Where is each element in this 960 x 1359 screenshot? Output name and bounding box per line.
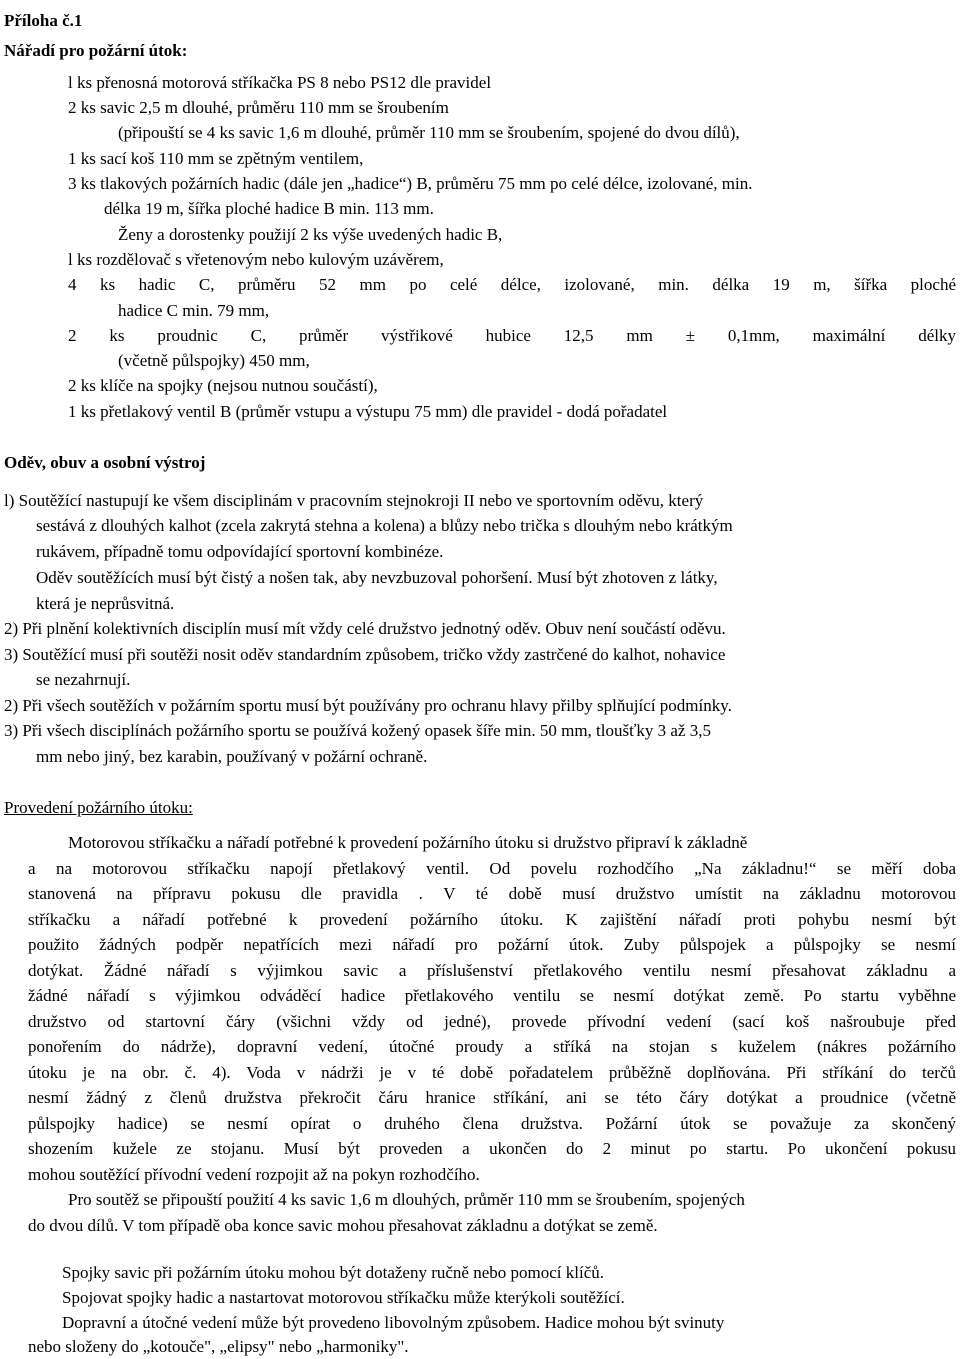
section-heading-attack: Provedení požárního útoku: <box>4 798 193 817</box>
equipment-line: (připouští se 4 ks savic 1,6 m dlouhé, průměr 110 mm se šroubením, spojené do dvou dílů), <box>118 123 740 142</box>
attack-line: stanovená na přípravu pokusu dle pravidla . V té době musí družstvo umístit na základnu motorovou <box>28 884 956 903</box>
section-heading-equipment: Nářadí pro požární útok: <box>4 41 188 60</box>
equipment-line: 2 ks proudnic C, průměr výstřikové hubice 12,5 mm ± 0,1mm, maximální délky <box>68 326 956 345</box>
clothing-line: 3) Při všech disciplínách požárního sportu se používá kožený opasek šíře min. 50 mm, tloušťky 3 až 3,5 <box>4 721 711 740</box>
equipment-line: 2 ks klíče na spojky (nejsou nutnou součástí), <box>68 376 378 395</box>
equipment-line: 1 ks sací koš 110 mm se zpětným ventilem, <box>68 149 364 168</box>
attack-line: do dvou dílů. V tom případě oba konce savic mohou přesahovat základnu a dotýkat se země. <box>28 1216 658 1235</box>
equipment-line: 4 ks hadic C, průměru 52 mm po celé délce, izolované, min. délka 19 m, šířka ploché <box>68 275 956 294</box>
attack-line: stříkačku a nářadí potřebné k provedení požárního útoku. K zajištění nářadí proti pohybu nesmí být <box>28 910 956 929</box>
attack-line: Motorovou stříkačku a nářadí potřebné k provedení požárního útoku si družstvo připraví k základně <box>68 833 748 852</box>
attack-line: Spojky savic při požárním útoku mohou být dotaženy ručně nebo pomocí klíčů. <box>62 1263 604 1282</box>
section-heading-clothing: Oděv, obuv a osobní výstroj <box>4 453 206 472</box>
equipment-line: l ks přenosná motorová stříkačka PS 8 nebo PS12 dle pravidel <box>68 73 492 92</box>
attack-line: nebo složeny do „kotouče", „elipsy" nebo „harmoniky". <box>28 1337 409 1356</box>
clothing-line: 2) Při plnění kolektivních disciplín musí mít vždy celé družstvo jednotný oděv. Obuv není součástí oděvu. <box>4 619 726 638</box>
page-title: Příloha č.1 <box>4 11 83 30</box>
clothing-line: rukávem, případně tomu odpovídající sportovní kombinéze. <box>36 542 444 561</box>
equipment-line: 1 ks přetlakový ventil B (průměr vstupu a výstupu 75 mm) dle pravidel - dodá pořadatel <box>68 402 668 421</box>
attack-line: shozením kužele ze stojanu. Musí být proveden a ukončen do 2 minut po startu. Po ukončení pokusu <box>28 1139 956 1158</box>
equipment-line: hadice C min. 79 mm, <box>118 301 270 320</box>
clothing-line: 2) Při všech soutěžích v požárním sportu musí být používány pro ochranu hlavy přilby splňující podmínky. <box>4 696 732 715</box>
attack-line: a na motorovou stříkačku napojí přetlakový ventil. Od povelu rozhodčího „Na základnu!“ se měří doba <box>28 859 956 878</box>
equipment-line: 2 ks savic 2,5 m dlouhé, průměru 110 mm se šroubením <box>68 98 449 117</box>
attack-line: družstvo od startovní čáry (všichni vždy od jedné), provede přívodní vedení (sací koš našroubuje před <box>28 1012 956 1031</box>
attack-line: půlspojky hadice) se nesmí opírat o druhého člena družstva. Požární útok se považuje za skončený <box>28 1114 956 1133</box>
equipment-line: l ks rozdělovač s vřetenovým nebo kulovým uzávěrem, <box>68 250 444 269</box>
attack-line: útoku je na obr. č. 4). Voda v nádrži je v té době pořadatelem průběžně doplňována. Při stříkání do terčů <box>28 1063 956 1082</box>
attack-line: mohou soutěžící přívodní vedení rozpojit až na pokyn rozhodčího. <box>28 1165 480 1184</box>
clothing-line: která je neprůsvitná. <box>36 594 175 613</box>
clothing-line: mm nebo jiný, bez karabin, používaný v požární ochraně. <box>36 747 428 766</box>
attack-line: dotýkat. Žádné nářadí s výjimkou savic a příslušenství přetlakového ventilu nesmí přesahovat základnu a <box>28 961 956 980</box>
clothing-line: sestává z dlouhých kalhot (zcela zakrytá stehna a kolena) a blůzy nebo trička s dlouhým nebo krátkým <box>36 516 733 535</box>
attack-line: Spojovat spojky hadic a nastartovat motorovou stříkačku může kterýkoli soutěžící. <box>62 1288 625 1307</box>
attack-line: Pro soutěž se připouští použití 4 ks savic 1,6 m dlouhých, průměr 110 mm se šroubením, spojených <box>68 1190 745 1209</box>
attack-line: použito žádných podpěr nepatřících mezi nářadí pro požární útok. Zuby půlspojek a půlspojky se nesmí <box>28 935 956 954</box>
clothing-line: l) Soutěžící nastupují ke všem disciplinám v pracovním stejnokroji II nebo ve sportovním oděvu, který <box>4 491 704 510</box>
equipment-line: Ženy a dorostenky použijí 2 ks výše uvedených hadic B, <box>118 225 503 244</box>
attack-line: žádné nářadí s výjimkou odváděcí hadice přetlakového ventilu se nesmí dotýkat země. Po startu vyběhne <box>28 986 956 1005</box>
equipment-line: délka 19 m, šířka ploché hadice B min. 113 mm. <box>104 199 434 218</box>
clothing-line: se nezahrnují. <box>36 670 131 689</box>
clothing-line: Oděv soutěžících musí být čistý a nošen tak, aby nevzbuzoval pohoršení. Musí být zhotoven z látky, <box>36 568 718 587</box>
equipment-line: 3 ks tlakových požárních hadic (dále jen „hadice“) B, průměru 75 mm po celé délce, izolované, min. <box>68 174 753 193</box>
attack-line: ponořením do nádrže), dopravní vedení, útočné proudy a stříká na stojan s kuželem (nákres požárního <box>28 1037 956 1056</box>
attack-line: nesmí žádný z členů družstva překročit čáru hranice stříkání, ani se této čáry dotýkat a proudnice (včetně <box>28 1088 956 1107</box>
clothing-line: 3) Soutěžící musí při soutěži nosit oděv standardním způsobem, tričko vždy zastrčené do kalhot, nohavice <box>4 645 726 664</box>
equipment-line: (včetně půlspojky) 450 mm, <box>118 351 310 370</box>
attack-line: Dopravní a útočné vedení může být provedeno libovolným způsobem. Hadice mohou být svinuty <box>62 1313 725 1332</box>
